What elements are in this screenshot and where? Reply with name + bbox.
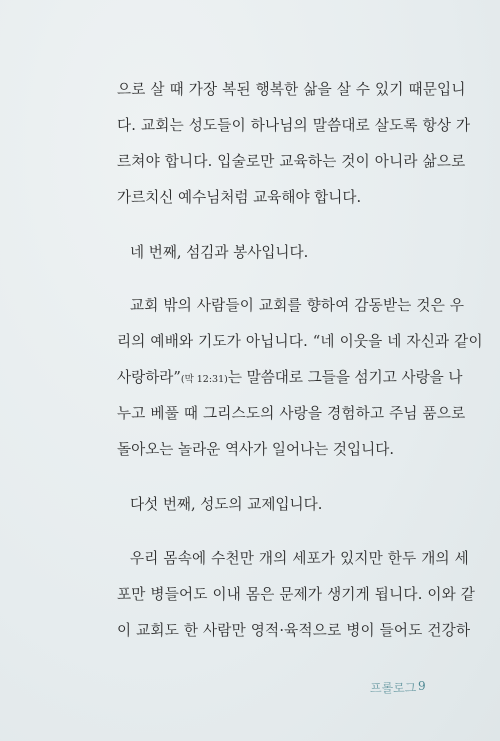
section-heading: 네 번째, 섬김과 봉사입니다.	[130, 244, 309, 261]
text-line: 교회 밖의 사람들이 교회를 향하여 감동받는 것은 우	[130, 297, 465, 314]
page-number: 9	[418, 679, 426, 693]
text-line: 르쳐야 합니다. 입술로만 교육하는 것이 아니라 삶으로	[117, 153, 466, 170]
text-line: 으로 살 때 가장 복된 행복한 삶을 살 수 있기 때문입니	[117, 81, 466, 98]
text-line: 리의 예배와 기도가 아닙니다. “네 이웃을 네 자신과 같이	[117, 333, 483, 350]
running-footer-section: 프롤로그	[370, 681, 417, 695]
section-heading: 다섯 번째, 성도의 교제입니다.	[130, 496, 323, 513]
text-line: 누고 베풀 때 그리스도의 사랑을 경험하고 주님 품으로	[117, 405, 466, 422]
text-line: 우리 몸속에 수천만 개의 세포가 있지만 한두 개의 세	[130, 550, 469, 567]
text-line: 돌아오는 놀라운 역사가 일어나는 것입니다.	[117, 441, 394, 458]
text-line: 가르치신 예수님처럼 교육해야 합니다.	[117, 189, 362, 206]
text-line: 다. 교회는 성도들이 하나님의 말씀대로 살도록 항상 가	[117, 117, 471, 134]
text-line-with-citation	[117, 368, 500, 390]
quote-text: 사랑하라”	[117, 369, 181, 386]
text-line: 포만 병들어도 이내 몸은 문제가 생기게 됩니다. 이와 같	[117, 586, 476, 603]
bible-citation: (막 12:31)	[180, 374, 228, 385]
text-continuation: 는 말씀대로 그들을 섬기고 사랑을 나	[227, 369, 463, 386]
text-line: 이 교회도 한 사람만 영적·육적으로 병이 들어도 건강하	[117, 622, 471, 639]
